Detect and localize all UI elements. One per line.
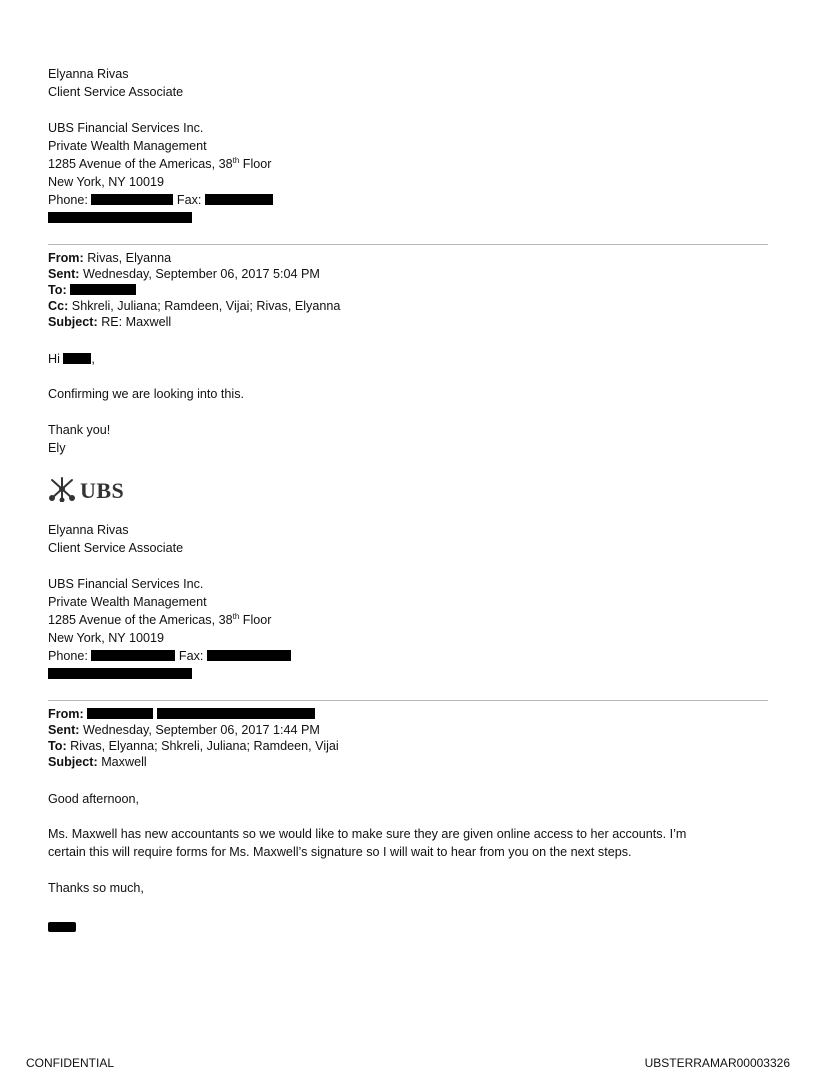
reply-subject: Subject: RE: Maxwell bbox=[48, 315, 172, 329]
original-header bbox=[48, 706, 339, 770]
original-signature-redacted bbox=[48, 920, 76, 934]
signature-phone-fax bbox=[48, 191, 273, 209]
reply-from: From: Rivas, Elyanna bbox=[48, 251, 172, 265]
footer-confidential: CONFIDENTIAL bbox=[26, 1056, 115, 1070]
redaction-from-name bbox=[87, 708, 153, 719]
signature-company: UBS Financial Services Inc. bbox=[48, 121, 204, 135]
reply-header bbox=[48, 250, 340, 330]
signature-name: Elyanna Rivas bbox=[48, 523, 129, 537]
divider-rule bbox=[48, 700, 768, 701]
redaction-fax bbox=[207, 650, 291, 661]
signature-title: Client Service Associate bbox=[48, 85, 184, 99]
signature-address: 1285 Avenue of the Americas, 38th Floor bbox=[48, 156, 272, 171]
signature-block-top bbox=[48, 65, 273, 227]
ubs-keys-icon bbox=[48, 476, 76, 505]
reply-to: To: bbox=[48, 282, 340, 298]
signature-email bbox=[48, 209, 273, 227]
signature-block-reply bbox=[48, 521, 291, 683]
original-to: To: Rivas, Elyanna; Shkreli, Juliana; Ramdeen, Vijai bbox=[48, 739, 339, 753]
original-greeting: Good afternoon, bbox=[48, 792, 140, 806]
signature-phone-fax bbox=[48, 647, 291, 665]
reply-body: Confirming we are looking into this. bbox=[48, 387, 244, 401]
reply-closing: Thank you! bbox=[48, 423, 111, 437]
signature-division: Private Wealth Management bbox=[48, 595, 207, 609]
original-sent: Sent: Wednesday, September 06, 2017 1:44 PM bbox=[48, 723, 320, 737]
phone-label: Phone: bbox=[48, 649, 88, 663]
signature-email bbox=[48, 665, 291, 683]
signature-city: New York, NY 10019 bbox=[48, 175, 164, 189]
reply-cc: Cc: Shkreli, Juliana; Ramdeen, Vijai; Rivas, Elyanna bbox=[48, 299, 341, 313]
original-body-line-1: Ms. Maxwell has new accountants so we would like to make sure they are given online access to her accounts. I’m bbox=[48, 827, 687, 841]
original-from: From: bbox=[48, 706, 339, 722]
redaction-phone bbox=[91, 650, 175, 661]
signature-city: New York, NY 10019 bbox=[48, 631, 164, 645]
signature-company: UBS Financial Services Inc. bbox=[48, 577, 204, 591]
ubs-logo bbox=[48, 476, 124, 505]
original-subject: Subject: Maxwell bbox=[48, 755, 147, 769]
signature-name: Elyanna Rivas bbox=[48, 67, 129, 81]
original-closing: Thanks so much, bbox=[48, 881, 144, 895]
fax-label: Fax: bbox=[178, 649, 204, 663]
fax-label: Fax: bbox=[176, 193, 202, 207]
signature-address: 1285 Avenue of the Americas, 38th Floor bbox=[48, 612, 272, 627]
phone-label: Phone: bbox=[48, 193, 88, 207]
reply-greeting: Hi , bbox=[48, 352, 95, 366]
redaction-email bbox=[48, 668, 192, 679]
original-body-line-2: certain this will require forms for Ms. Maxwell’s signature so I will wait to hear from you on the next steps. bbox=[48, 845, 632, 859]
redaction-from-email bbox=[157, 708, 315, 719]
divider-rule bbox=[48, 244, 768, 245]
redaction-phone bbox=[91, 194, 173, 205]
footer-bates-number: UBSTERRAMAR00003326 bbox=[644, 1056, 790, 1070]
redaction-recipient bbox=[63, 353, 91, 364]
redaction-fax bbox=[205, 194, 273, 205]
signature-division: Private Wealth Management bbox=[48, 139, 207, 153]
signature-title: Client Service Associate bbox=[48, 541, 184, 555]
redaction-to bbox=[70, 284, 136, 295]
redaction-signature bbox=[48, 922, 76, 932]
ubs-logo-text: UBS bbox=[80, 477, 125, 503]
reply-sender-nick: Ely bbox=[48, 441, 66, 455]
reply-sent: Sent: Wednesday, September 06, 2017 5:04 PM bbox=[48, 267, 320, 281]
redaction-email bbox=[48, 212, 192, 223]
